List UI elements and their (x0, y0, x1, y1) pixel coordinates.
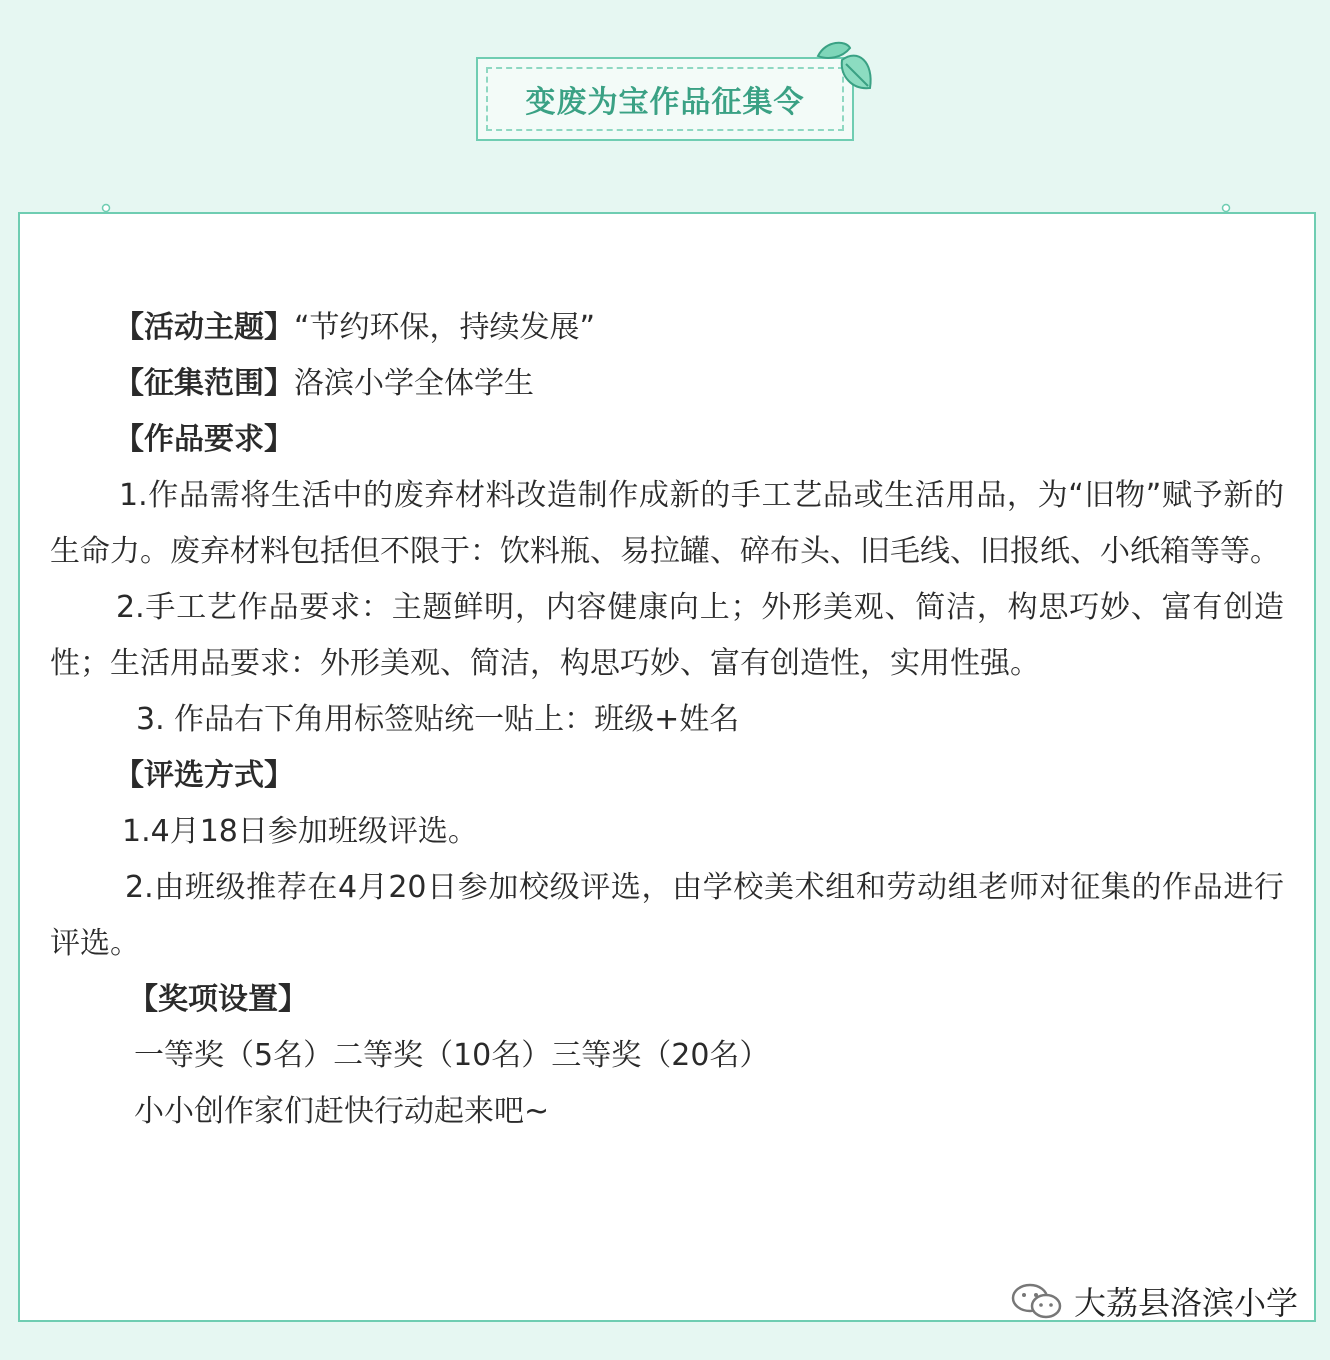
judging-heading: 【评选方式】 (114, 758, 294, 793)
scope-value: 洛滨小学全体学生 (294, 366, 534, 401)
theme-line (50, 300, 1284, 356)
content-body (50, 300, 1284, 1140)
requirements-heading: 【作品要求】 (114, 422, 294, 457)
awards-text: 一等奖（5名）二等奖（10名）三等奖（20名） (134, 1038, 770, 1073)
theme-label: 【活动主题】 (114, 310, 294, 345)
judging-item: 1.4月18日参加班级评选。 (122, 814, 478, 849)
scope-label: 【征集范围】 (114, 366, 294, 401)
page-title: 变废为宝作品征集令 (525, 85, 805, 120)
theme-value: “节约环保，持续发展” (294, 310, 596, 345)
requirement-item: 3. 作品右下角用标签贴统一贴上：班级+姓名 (136, 702, 740, 737)
title-inner-border (486, 67, 844, 131)
requirement-item: 2.手工艺作品要求：主题鲜明，内容健康向上；外形美观、简洁，构思巧妙、富有创造性；生活用品要求：外形美观、简洁，构思巧妙、富有创造性，实用性强。 (50, 590, 1284, 681)
watermark-text: 大荔县洛滨小学 (1073, 1284, 1298, 1322)
awards-heading: 【奖项设置】 (128, 982, 308, 1017)
scope-line (50, 356, 1284, 412)
closing-text: 小小创作家们赶快行动起来吧~ (134, 1094, 550, 1129)
watermark (1010, 1278, 1298, 1324)
judging-item: 2.由班级推荐在4月20日参加校级评选，由学校美术组和劳动组老师对征集的作品进行评选。 (50, 870, 1284, 961)
title-banner (476, 57, 854, 141)
wechat-icon (1010, 1281, 1064, 1321)
requirement-item: 1.作品需将生活中的废弃材料改造制作成新的手工艺品或生活用品，为“旧物”赋予新的生命力。废弃材料包括但不限于：饮料瓶、易拉罐、碎布头、旧毛线、旧报纸、小纸箱等等。 (50, 478, 1284, 569)
leaf-icon (812, 38, 876, 98)
content-card (18, 212, 1316, 1322)
